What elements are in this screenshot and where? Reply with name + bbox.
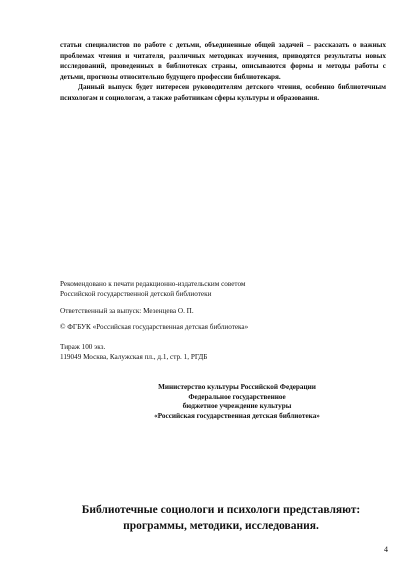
recommendation-line-2: Российской государственной детской библиотеки	[60, 289, 212, 298]
intro-paragraph-1: статьи специалистов по работе с детьми, объединенные общей задачей – рассказать о важных проблемах чтения и читателя, различных методиках изучения, приводятся результаты новых исследований, проведенных в библиотеках страны, описываются формы и методы работы с детьми, прогнозы относительно будущего профессии библиотекаря.	[60, 41, 386, 81]
document-title-line-2: программы, методики, исследования.	[123, 520, 319, 532]
copyright-line: © ФГБУК «Российская государственная детская библиотека»	[60, 323, 249, 331]
responsible-editor	[60, 307, 390, 317]
publisher-line-2: Федеральное государственное	[188, 392, 286, 401]
intro-paragraph-2: Данный выпуск будет интересен руководителям детского чтения, особенно библиотечным психологам и социологам, а также работникам сферы культуры и образования.	[60, 83, 386, 102]
recommendation-line-1: Рекомендовано к печати редакционно-издательским советом	[60, 280, 246, 288]
publisher-line-3: бюджетное учреждение культуры	[182, 402, 292, 411]
publisher-line-1: Министерство культуры Российской Федерации	[158, 383, 316, 391]
recommendation-note	[60, 280, 390, 299]
print-details	[60, 343, 390, 362]
intro-text-block	[60, 40, 386, 104]
document-title-line-1: Библиотечные социологи и психологи представляют:	[81, 504, 361, 516]
copyright-notice	[60, 323, 390, 333]
publisher-block	[100, 383, 374, 421]
publisher-address: 119049 Москва, Калужская пл., д.1, стр. 1, РГДБ	[60, 352, 208, 361]
responsible-editor-line: Ответственный за выпуск: Мезенцева О. П.	[60, 307, 194, 315]
page-number: 4	[384, 545, 388, 554]
publisher-line-4: «Российская государственная детская библиотека»	[154, 411, 320, 420]
print-run: Тираж 100 экз.	[60, 343, 106, 351]
document-title	[40, 502, 402, 534]
